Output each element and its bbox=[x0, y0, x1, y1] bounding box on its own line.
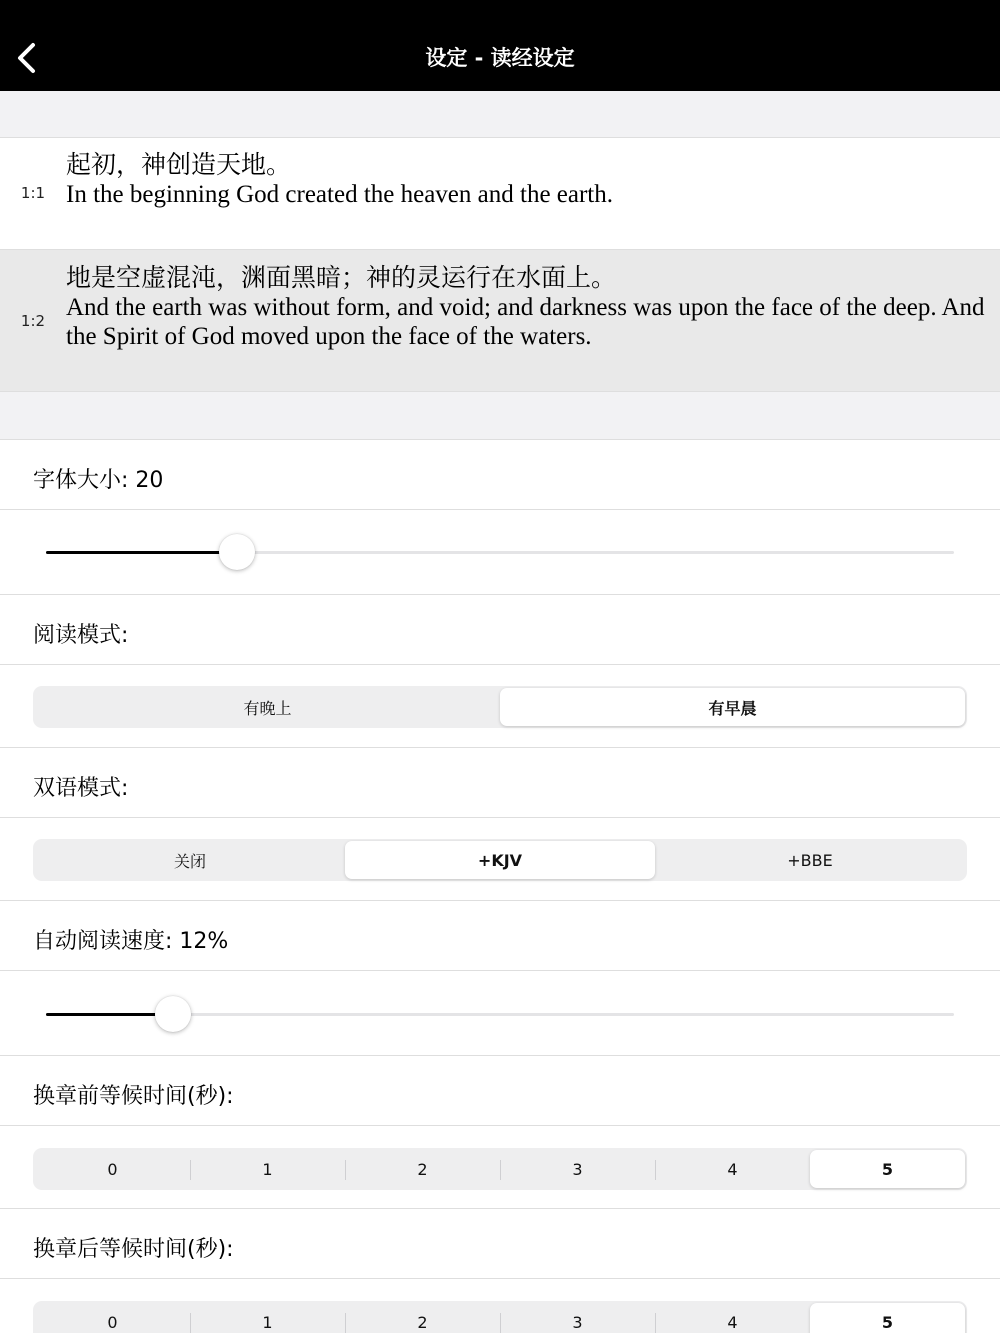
divider bbox=[0, 970, 1000, 971]
divider bbox=[0, 594, 1000, 595]
navigation-bar bbox=[0, 0, 1000, 91]
segment-option[interactable]: 0 bbox=[107, 1159, 118, 1179]
segment-separator bbox=[345, 1160, 346, 1180]
verse-text bbox=[66, 150, 986, 209]
reading-mode-label: 阅读模式: bbox=[33, 623, 129, 648]
segment-option[interactable]: 5 bbox=[810, 1303, 965, 1333]
verse-text-chinese: 起初，神创造天地。 bbox=[66, 150, 292, 179]
segment-separator bbox=[500, 1313, 501, 1333]
segment-option[interactable]: +KJV bbox=[345, 841, 655, 879]
divider bbox=[0, 1278, 1000, 1279]
segment-option[interactable]: 4 bbox=[655, 1303, 810, 1333]
segment-separator bbox=[500, 1160, 501, 1180]
slider-fill bbox=[46, 1013, 173, 1016]
segment-separator bbox=[190, 1160, 191, 1180]
bilingual-mode-segmented-control bbox=[33, 839, 967, 881]
divider bbox=[0, 509, 1000, 510]
divider bbox=[0, 900, 1000, 901]
divider bbox=[0, 1055, 1000, 1056]
divider bbox=[0, 747, 1000, 748]
divider bbox=[0, 1208, 1000, 1209]
auto-read-speed-slider[interactable] bbox=[46, 994, 954, 1034]
segment-option[interactable]: 2 bbox=[345, 1303, 500, 1333]
wait-before-chapter-label: 换章前等候时间(秒): bbox=[33, 1084, 234, 1109]
wait-after-chapter-segmented-control bbox=[33, 1301, 967, 1333]
verse-number: 1:2 bbox=[20, 312, 46, 330]
segment-separator bbox=[655, 1313, 656, 1333]
verse-text-chinese: 地是空虚混沌，渊面黑暗；神的灵运行在水面上。 bbox=[66, 263, 617, 292]
segment-option[interactable]: 1 bbox=[190, 1303, 345, 1333]
preview-top-padding bbox=[0, 91, 1000, 137]
verse-text-english: And the earth was without form, and void; and darkness was upon the face of the deep. And the Spirit of God moved upon the face of the waters. bbox=[66, 294, 985, 350]
divider bbox=[0, 439, 1000, 440]
slider-fill bbox=[46, 551, 237, 554]
segment-separator bbox=[655, 1160, 656, 1180]
wait-before-chapter-segmented-control bbox=[33, 1148, 967, 1190]
divider bbox=[0, 1125, 1000, 1126]
font-size-slider[interactable] bbox=[46, 532, 954, 572]
segment-option[interactable]: 2 bbox=[345, 1150, 500, 1188]
verse-text bbox=[66, 263, 986, 351]
segment-option[interactable]: 关闭 bbox=[173, 851, 206, 871]
segment-option[interactable]: 1 bbox=[190, 1150, 345, 1188]
auto-read-speed-label: 自动阅读速度: 12% bbox=[33, 929, 229, 954]
segment-separator bbox=[190, 1313, 191, 1333]
wait-after-chapter-label: 换章后等候时间(秒): bbox=[33, 1237, 234, 1262]
segment-option[interactable]: 有早晨 bbox=[500, 688, 965, 726]
segment-option[interactable]: 4 bbox=[655, 1150, 810, 1188]
segment-option[interactable]: 5 bbox=[810, 1150, 965, 1188]
bilingual-mode-label: 双语模式: bbox=[33, 776, 129, 801]
segment-separator bbox=[345, 1313, 346, 1333]
verse-row-highlighted[interactable] bbox=[0, 250, 1000, 391]
slider-thumb[interactable] bbox=[155, 996, 191, 1032]
segment-option[interactable]: 3 bbox=[500, 1303, 655, 1333]
reading-mode-segmented-control bbox=[33, 686, 967, 728]
divider bbox=[0, 664, 1000, 665]
segment-option[interactable]: 3 bbox=[500, 1150, 655, 1188]
page-title: 设定 - 读经设定 bbox=[425, 46, 575, 70]
segment-option[interactable]: +BBE bbox=[787, 850, 833, 870]
segment-option[interactable]: 有晚上 bbox=[243, 698, 292, 718]
verse-number: 1:1 bbox=[20, 184, 46, 202]
segment-option[interactable]: 0 bbox=[107, 1312, 118, 1332]
font-size-label: 字体大小: 20 bbox=[33, 468, 164, 493]
slider-thumb[interactable] bbox=[219, 534, 255, 570]
verse-text-english: In the beginning God created the heaven and the earth. bbox=[66, 181, 613, 208]
divider bbox=[0, 817, 1000, 818]
preview-bottom-padding bbox=[0, 392, 1000, 439]
verse-row[interactable] bbox=[0, 138, 1000, 249]
